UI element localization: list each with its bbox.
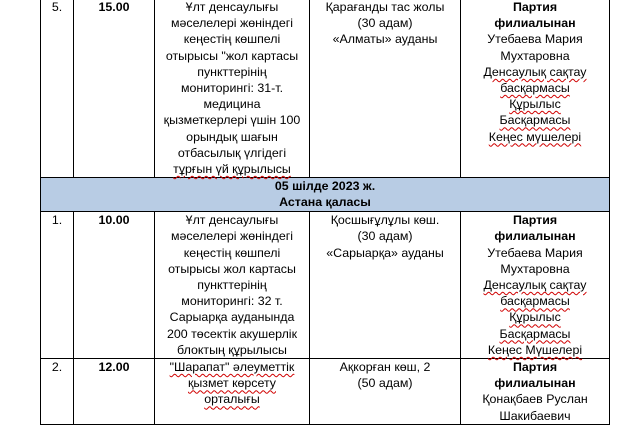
place-line: «Алматы» ауданы: [332, 32, 438, 47]
responsible-line: Кеңес Мүшелері: [487, 342, 583, 357]
event-line: отбасылық үлгідегі: [177, 145, 287, 160]
event-line: тұрғын үй құрылысы: [173, 162, 291, 177]
responsible-line: Шакибаевич: [499, 408, 571, 423]
responsible: [461, 359, 610, 425]
date-header: [41, 178, 610, 212]
responsible: [461, 212, 610, 359]
responsible-line: Құрылыс: [509, 310, 561, 325]
table-row: [41, 359, 610, 425]
responsible-line: Мухтаровна: [500, 48, 570, 63]
place-line: (50 адам): [357, 376, 413, 391]
responsible-line: басқармасы: [500, 81, 570, 96]
responsible-line: Мухтаровна: [500, 261, 570, 276]
responsible-line: Басқармасы: [499, 113, 571, 128]
event-line: кеңестің көшпелі: [183, 245, 281, 260]
event-line: медицина: [203, 97, 261, 112]
schedule-table: [40, 0, 610, 425]
event-line: пункттерінің: [197, 278, 267, 293]
responsible-line: Денсаулық сақтау: [483, 64, 587, 79]
table-row: [41, 0, 610, 178]
city-label: Астана қаласы: [279, 195, 371, 210]
event-line: Ұлт денсаулығы: [185, 0, 279, 14]
place-line: «Сарыарқа» ауданы: [326, 245, 444, 260]
responsible: [461, 0, 610, 178]
event-line: 200 төсектік акушерлік: [167, 326, 297, 341]
table-row: [41, 212, 610, 359]
event-place: [310, 0, 461, 178]
event-line: мәселелері жөніндегі: [170, 16, 293, 31]
event-line: кеңестің көшпелі: [183, 32, 281, 47]
event-line: орындық шағын: [186, 129, 278, 144]
place-line: Қосшығұлұлы көш.: [330, 213, 440, 228]
responsible-line: Утебаева Мария: [487, 245, 583, 260]
place-line: Қарағанды тас жолы: [325, 0, 445, 14]
event-line: пункттерінің: [197, 64, 267, 79]
row-time: 12.00: [74, 359, 155, 425]
event-place: [310, 359, 461, 425]
event-line: қызмет көрсету: [187, 376, 276, 391]
responsible-title: Партия: [512, 0, 558, 14]
place-line: Ақкорған көш, 2: [339, 360, 431, 375]
row-time: 15.00: [74, 0, 155, 178]
responsible-title: филиалынан: [494, 376, 576, 391]
event-line: мониторингі: 31-т.: [180, 81, 284, 96]
responsible-line: Құрылыс: [509, 97, 561, 112]
row-time: 10.00: [74, 212, 155, 359]
responsible-line: Басқармасы: [499, 326, 571, 341]
event-line: мониторингі: 32 т.: [181, 294, 283, 309]
responsible-title: Партия: [512, 360, 558, 375]
responsible-line: Утебаева Мария: [487, 32, 583, 47]
date-label: 05 шілде 2023 ж.: [274, 179, 376, 194]
event-description: [155, 0, 310, 178]
event-line: "Шарапат" әлеуметтік: [169, 360, 295, 375]
place-line: (30 адам): [357, 229, 413, 244]
event-line: орталығы: [204, 392, 260, 407]
row-number: 1.: [41, 212, 74, 359]
event-line: қызметкерлері үшін 100: [163, 113, 301, 128]
place-line: (30 адам): [357, 16, 413, 31]
responsible-title: Партия: [512, 213, 558, 228]
event-line: отырысы жол картасы: [168, 261, 296, 276]
event-description: [155, 359, 310, 425]
event-line: Сарыарқа ауданында: [169, 310, 295, 325]
responsible-line: Денсаулық сақтау: [483, 278, 587, 293]
event-line: отырысы "жол картасы: [165, 48, 299, 63]
responsible-line: Қонақбаев Руслан: [482, 392, 588, 407]
row-number: 5.: [41, 0, 74, 178]
date-header-row: [41, 178, 610, 212]
event-description: [155, 212, 310, 359]
responsible-title: филиалынан: [494, 229, 576, 244]
event-line: Ұлт денсаулығы: [185, 213, 279, 228]
event-line: блоктың құрылысы: [177, 342, 287, 357]
responsible-title: филиалынан: [494, 16, 576, 31]
event-place: [310, 212, 461, 359]
row-number: 2.: [41, 359, 74, 425]
responsible-line: басқармасы: [500, 294, 570, 309]
responsible-line: Кеңес мүшелері: [488, 129, 582, 144]
event-line: мәселелері жөніндегі: [170, 229, 293, 244]
